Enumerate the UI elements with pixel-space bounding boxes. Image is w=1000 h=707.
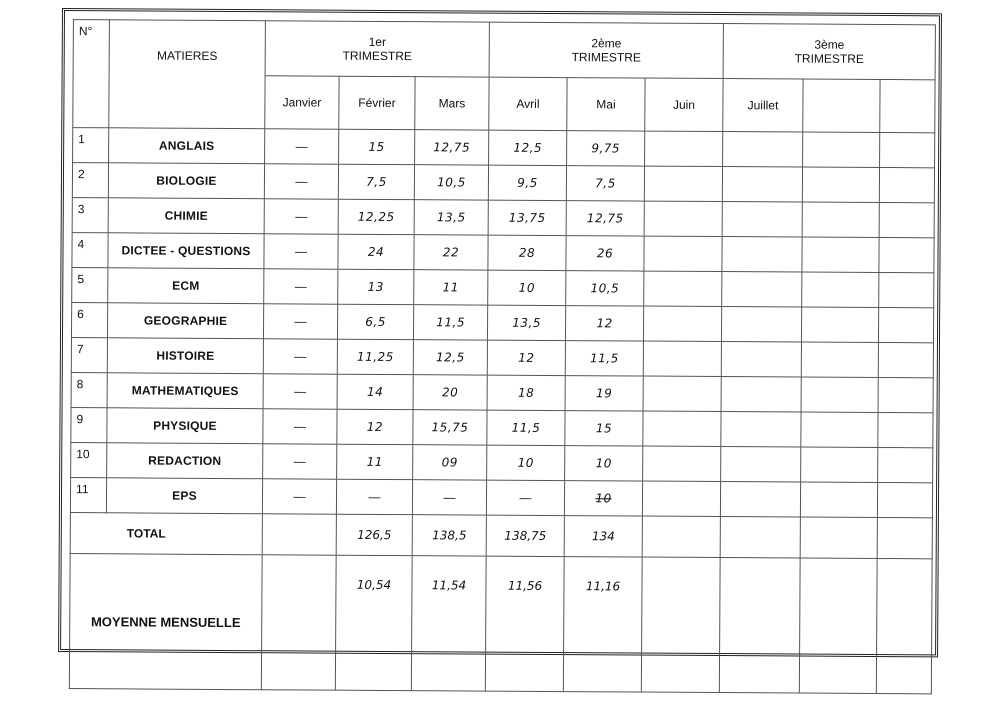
month-juillet: Juillet [723, 79, 803, 132]
grade-fevrier: 13 [338, 269, 414, 304]
moyenne-mai: 11,16 [563, 557, 642, 692]
row-number: 10 [71, 443, 107, 478]
grade-cell [643, 341, 721, 376]
table-row [73, 128, 935, 168]
grade-cell [802, 237, 879, 272]
grade-cell [645, 131, 723, 166]
trimester-1-header [265, 21, 489, 77]
grade-cell [878, 412, 933, 447]
grade-cell [722, 272, 802, 307]
table-row [71, 338, 933, 378]
grade-fevrier: 11 [337, 444, 413, 479]
subject-name: REDACTION [107, 443, 263, 479]
grade-cell [644, 271, 722, 306]
table-row [71, 373, 933, 413]
row-number: 6 [71, 303, 107, 338]
grade-mars: 15,75 [413, 410, 487, 445]
num-header: N° [73, 20, 110, 128]
moyenne-label: MOYENNE MENSUELLE [69, 554, 262, 690]
grade-cell [879, 237, 934, 272]
grade-cell [801, 412, 878, 447]
table-row [72, 268, 934, 308]
grade-mai: 19 [565, 376, 643, 411]
trimester-1-line2: TRIMESTRE [342, 48, 412, 64]
grade-cell [722, 167, 802, 202]
grade-janvier: — [264, 269, 338, 304]
grade-fevrier: 15 [339, 129, 415, 164]
row-number: 5 [72, 268, 108, 303]
trimester-2-line1: 2ème [591, 36, 622, 51]
grade-fevrier: — [336, 479, 412, 514]
grade-cell [802, 167, 879, 202]
grade-fevrier: 14 [337, 374, 413, 409]
grade-cell [644, 306, 722, 341]
grade-cell [878, 342, 933, 377]
month-mars: Mars [415, 77, 489, 130]
grade-cell [877, 482, 932, 517]
grade-mars: 09 [413, 445, 487, 480]
table-row [71, 443, 933, 483]
grade-fevrier: 6,5 [337, 304, 413, 339]
grade-cell [722, 202, 802, 237]
grade-avril: 13,75 [488, 200, 566, 235]
grade-cell [879, 202, 934, 237]
grade-cell [644, 201, 722, 236]
moyenne-row [69, 554, 932, 694]
total-cell [720, 517, 800, 558]
matieres-header-label: MATIERES [156, 48, 218, 63]
row-number: 8 [71, 373, 107, 408]
grade-janvier: — [263, 304, 337, 339]
grade-avril: 11,5 [487, 410, 565, 445]
trimester-3-line1: 3ème [814, 37, 845, 52]
subject-name: MATHEMATIQUES [107, 373, 263, 409]
total-mars: 138,5 [412, 515, 486, 556]
moyenne-cell [799, 558, 877, 693]
grade-avril: 10 [487, 445, 565, 480]
grade-avril: 18 [487, 375, 565, 410]
total-fevrier: 126,5 [336, 514, 412, 555]
table-row [71, 303, 933, 343]
grade-janvier: — [264, 164, 338, 199]
row-number: 7 [71, 338, 107, 373]
grade-avril: 28 [488, 235, 566, 270]
grade-cell [878, 377, 933, 412]
subject-name: ECM [108, 268, 264, 304]
grade-sheet-frame [58, 8, 942, 657]
grade-fevrier: 7,5 [338, 164, 414, 199]
grade-cell [879, 307, 934, 342]
grade-janvier: — [263, 339, 337, 374]
grade-fevrier: 24 [338, 234, 414, 269]
subject-name: GEOGRAPHIE [107, 303, 263, 339]
grade-cell [721, 377, 801, 412]
trimester-3-line2: TRIMESTRE [794, 51, 865, 66]
moyenne-janvier [261, 555, 336, 690]
matieres-header [109, 20, 266, 129]
grade-mars: 12,75 [415, 130, 489, 165]
total-cell [800, 517, 877, 558]
header-row-trimesters [73, 20, 935, 80]
grade-mars: 13,5 [414, 200, 488, 235]
grade-cell [644, 236, 722, 271]
grade-fevrier: 11,25 [337, 339, 413, 374]
grade-cell [878, 447, 933, 482]
total-janvier [262, 514, 336, 555]
grade-cell [722, 237, 802, 272]
row-number: 11 [70, 478, 106, 513]
grade-mai: 26 [566, 236, 644, 271]
grade-mai: 7,5 [566, 166, 644, 201]
subject-name: BIOLOGIE [108, 163, 264, 199]
grade-janvier: — [264, 199, 338, 234]
moyenne-cell [641, 557, 720, 692]
grade-mai: 12 [566, 306, 644, 341]
grade-janvier: — [263, 444, 337, 479]
month-juin: Juin [645, 78, 723, 131]
row-number: 2 [72, 163, 108, 198]
grade-cell [802, 272, 879, 307]
grade-mai: 15 [565, 411, 643, 446]
grades-table [69, 19, 936, 694]
table-row [70, 478, 932, 518]
grade-janvier: — [264, 234, 338, 269]
total-cell [642, 516, 720, 557]
grade-mars: 11,5 [413, 305, 487, 340]
total-label: TOTAL [70, 513, 262, 555]
table-row [72, 198, 934, 238]
table-row [72, 233, 934, 273]
grade-janvier: — [263, 374, 337, 409]
grade-cell [720, 482, 800, 517]
grade-mars: 10,5 [414, 165, 488, 200]
grade-mai: 9,75 [567, 131, 645, 166]
grade-cell [803, 132, 880, 167]
grade-cell [721, 447, 801, 482]
month-avril: Avril [489, 77, 567, 130]
grade-cell [722, 307, 802, 342]
grade-mars: 22 [414, 235, 488, 270]
subject-name: DICTEE - QUESTIONS [108, 233, 264, 269]
grade-cell [644, 166, 722, 201]
trimester-3-header [723, 24, 935, 80]
subject-name: EPS [106, 478, 262, 514]
grade-avril: 12 [487, 340, 565, 375]
subject-name: ANGLAIS [109, 128, 265, 164]
grade-cell [721, 412, 801, 447]
grade-cell [643, 446, 721, 481]
moyenne-avril: 11,56 [485, 556, 564, 691]
grade-mai: 10,5 [566, 271, 644, 306]
grade-cell [723, 132, 803, 167]
grade-cell [880, 132, 935, 167]
total-avril: 138,75 [486, 515, 564, 556]
grade-avril: 9,5 [488, 165, 566, 200]
grade-cell [802, 307, 879, 342]
moyenne-fevrier: 10,54 [335, 555, 412, 690]
month-blank-2 [880, 79, 935, 132]
grade-cell [800, 482, 877, 517]
month-blank-1 [803, 79, 880, 132]
grade-cell [802, 202, 879, 237]
trimester-1-line1: 1er [368, 34, 387, 49]
grade-janvier: — [263, 409, 337, 444]
grade-avril: 13,5 [488, 305, 566, 340]
moyenne-cell [719, 558, 800, 693]
month-mai: Mai [567, 78, 645, 131]
month-fevrier: Février [339, 76, 415, 129]
grade-cell [801, 342, 878, 377]
grade-cell [801, 377, 878, 412]
total-cell [877, 517, 932, 558]
grade-mai: 11,5 [565, 341, 643, 376]
grade-avril: 12,5 [489, 130, 567, 165]
total-mai: 134 [564, 516, 642, 557]
subject-name: CHIMIE [108, 198, 264, 234]
table-row [71, 408, 933, 448]
grade-fevrier: 12,25 [338, 199, 414, 234]
moyenne-mars: 11,54 [411, 556, 486, 691]
grade-mars: 20 [413, 375, 487, 410]
table-row [72, 163, 934, 203]
row-number: 4 [72, 233, 108, 268]
total-row [70, 513, 932, 559]
month-janvier: Janvier [265, 76, 339, 129]
grade-mars: 11 [414, 270, 488, 305]
grade-cell [879, 272, 934, 307]
grade-janvier: — [265, 129, 339, 164]
grade-janvier: — [262, 479, 336, 514]
moyenne-cell [876, 558, 932, 693]
grade-cell [721, 342, 801, 377]
grade-mars: — [412, 480, 486, 515]
grade-avril: — [486, 480, 564, 515]
grade-cell [643, 411, 721, 446]
subject-name: HISTOIRE [107, 338, 263, 374]
trimester-2-header [489, 22, 723, 78]
grade-mai-crossed-out: 10 [564, 481, 642, 516]
subject-name: PHYSIQUE [107, 408, 263, 444]
trimester-2-line2: TRIMESTRE [571, 50, 641, 65]
row-number: 9 [71, 408, 107, 443]
grade-cell [801, 447, 878, 482]
grade-fevrier: 12 [337, 409, 413, 444]
grade-cell [643, 376, 721, 411]
row-number: 3 [72, 198, 108, 233]
grade-cell [879, 167, 934, 202]
grade-cell [642, 481, 720, 516]
grade-mai: 10 [565, 446, 643, 481]
grade-mars: 12,5 [413, 340, 487, 375]
row-number: 1 [73, 128, 109, 163]
grade-mai: 12,75 [566, 201, 644, 236]
grade-avril: 10 [488, 270, 566, 305]
